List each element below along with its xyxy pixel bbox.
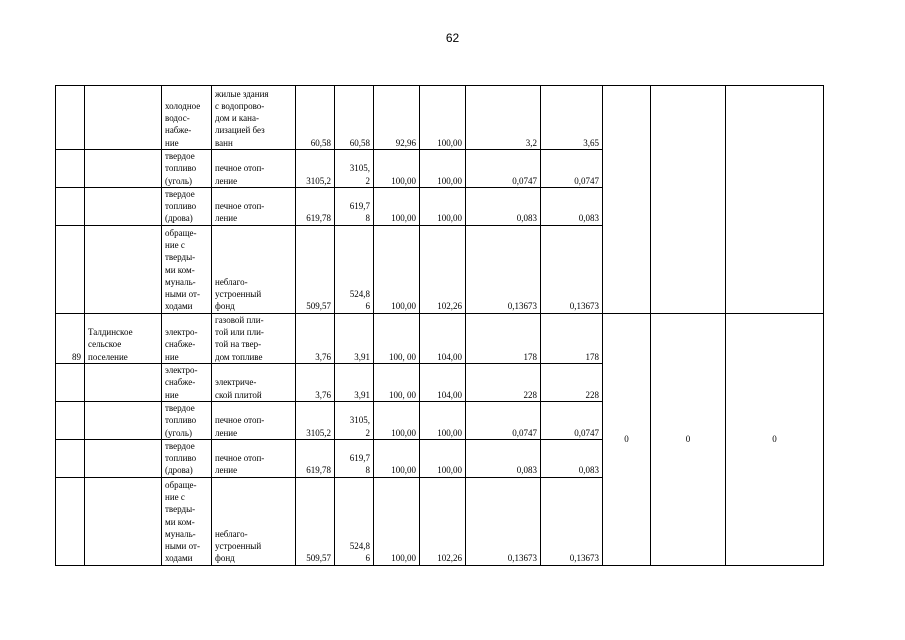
value-cell: 509,57 xyxy=(296,477,335,565)
resource-cell: твердое топливо (уголь) xyxy=(162,150,212,188)
row-number-cell xyxy=(56,86,85,150)
housing-type-cell: неблаго- устроенный фонд xyxy=(212,477,296,565)
value-cell: 100, 00 xyxy=(374,363,420,401)
value-cell: 3,2 xyxy=(466,86,541,150)
row-number-cell xyxy=(56,150,85,188)
resource-cell: электро- снабже- ние xyxy=(162,363,212,401)
value-cell: 104,00 xyxy=(420,363,466,401)
value-cell: 619,7 8 xyxy=(335,187,374,225)
empty-tail-cell xyxy=(726,86,824,314)
value-cell: 0,083 xyxy=(466,439,541,477)
value-cell: 102,26 xyxy=(420,225,466,313)
value-cell: 3,91 xyxy=(335,313,374,363)
row-number-cell xyxy=(56,439,85,477)
housing-type-cell: печное отоп- ление xyxy=(212,150,296,188)
housing-type-cell: электриче- ской плитой xyxy=(212,363,296,401)
value-cell: 100,00 xyxy=(420,401,466,439)
value-cell: 100,00 xyxy=(374,477,420,565)
value-cell: 228 xyxy=(466,363,541,401)
settlement-cell xyxy=(85,439,162,477)
value-cell: 228 xyxy=(541,363,603,401)
tariff-table xyxy=(55,85,824,566)
value-cell: 0,083 xyxy=(466,187,541,225)
value-cell: 100,00 xyxy=(420,86,466,150)
resource-cell: твердое топливо (дрова) xyxy=(162,187,212,225)
value-cell: 104,00 xyxy=(420,313,466,363)
settlement-cell xyxy=(85,477,162,565)
tail-value-cell: 0 xyxy=(603,313,651,565)
value-cell: 100, 00 xyxy=(374,313,420,363)
value-cell: 100,00 xyxy=(374,401,420,439)
value-cell: 100,00 xyxy=(374,439,420,477)
settlement-cell xyxy=(85,86,162,150)
value-cell: 0,0747 xyxy=(466,150,541,188)
value-cell: 524,8 6 xyxy=(335,225,374,313)
value-cell: 3105, 2 xyxy=(335,401,374,439)
value-cell: 0,0747 xyxy=(541,150,603,188)
value-cell: 3,91 xyxy=(335,363,374,401)
value-cell: 100,00 xyxy=(420,150,466,188)
row-number-cell xyxy=(56,225,85,313)
settlement-cell xyxy=(85,363,162,401)
value-cell: 619,78 xyxy=(296,439,335,477)
settlement-cell: Талдинское сельское поселение xyxy=(85,313,162,363)
housing-type-cell: печное отоп- ление xyxy=(212,187,296,225)
value-cell: 60,58 xyxy=(296,86,335,150)
value-cell: 100,00 xyxy=(420,439,466,477)
value-cell: 3105, 2 xyxy=(335,150,374,188)
table-row xyxy=(56,313,824,363)
value-cell: 524,8 6 xyxy=(335,477,374,565)
resource-cell: твердое топливо (уголь) xyxy=(162,401,212,439)
resource-cell: электро- снабже- ние xyxy=(162,313,212,363)
settlement-cell xyxy=(85,150,162,188)
value-cell: 100,00 xyxy=(374,187,420,225)
value-cell: 100,00 xyxy=(420,187,466,225)
value-cell: 100,00 xyxy=(374,225,420,313)
row-number-cell xyxy=(56,477,85,565)
housing-type-cell: жилые здания с водопрово- дом и кана- лизацией без ванн xyxy=(212,86,296,150)
resource-cell: обраще- ние с тверды- ми ком- муналь- ными от- ходами xyxy=(162,477,212,565)
empty-tail-cell xyxy=(603,86,651,314)
value-cell: 3105,2 xyxy=(296,401,335,439)
value-cell: 178 xyxy=(466,313,541,363)
value-cell: 60,58 xyxy=(335,86,374,150)
value-cell: 619,78 xyxy=(296,187,335,225)
value-cell: 3,76 xyxy=(296,363,335,401)
value-cell: 0,0747 xyxy=(541,401,603,439)
empty-tail-cell xyxy=(651,86,726,314)
value-cell: 0,13673 xyxy=(466,477,541,565)
resource-cell: холодное водос- набже- ние xyxy=(162,86,212,150)
value-cell: 102,26 xyxy=(420,477,466,565)
table-row xyxy=(56,86,824,150)
value-cell: 0,0747 xyxy=(466,401,541,439)
value-cell: 619,7 8 xyxy=(335,439,374,477)
page-number: 62 xyxy=(445,31,460,45)
row-number-cell xyxy=(56,187,85,225)
value-cell: 3105,2 xyxy=(296,150,335,188)
housing-type-cell: газовой пли- той или пли- той на твер- дом топливе xyxy=(212,313,296,363)
resource-cell: обраще- ние с тверды- ми ком- муналь- ными от- ходами xyxy=(162,225,212,313)
housing-type-cell: печное отоп- ление xyxy=(212,401,296,439)
tail-value-cell: 0 xyxy=(651,313,726,565)
tail-value-cell: 0 xyxy=(726,313,824,565)
value-cell: 0,13673 xyxy=(466,225,541,313)
settlement-cell xyxy=(85,225,162,313)
value-cell: 92,96 xyxy=(374,86,420,150)
row-number-cell xyxy=(56,401,85,439)
value-cell: 3,65 xyxy=(541,86,603,150)
resource-cell: твердое топливо (дрова) xyxy=(162,439,212,477)
housing-type-cell: неблаго- устроенный фонд xyxy=(212,225,296,313)
settlement-cell xyxy=(85,401,162,439)
value-cell: 0,083 xyxy=(541,187,603,225)
value-cell: 0,13673 xyxy=(541,477,603,565)
row-number-cell xyxy=(56,363,85,401)
value-cell: 100,00 xyxy=(374,150,420,188)
value-cell: 3,76 xyxy=(296,313,335,363)
value-cell: 509,57 xyxy=(296,225,335,313)
value-cell: 0,13673 xyxy=(541,225,603,313)
settlement-cell xyxy=(85,187,162,225)
housing-type-cell: печное отоп- ление xyxy=(212,439,296,477)
row-number-cell: 89 xyxy=(56,313,85,363)
value-cell: 0,083 xyxy=(541,439,603,477)
value-cell: 178 xyxy=(541,313,603,363)
